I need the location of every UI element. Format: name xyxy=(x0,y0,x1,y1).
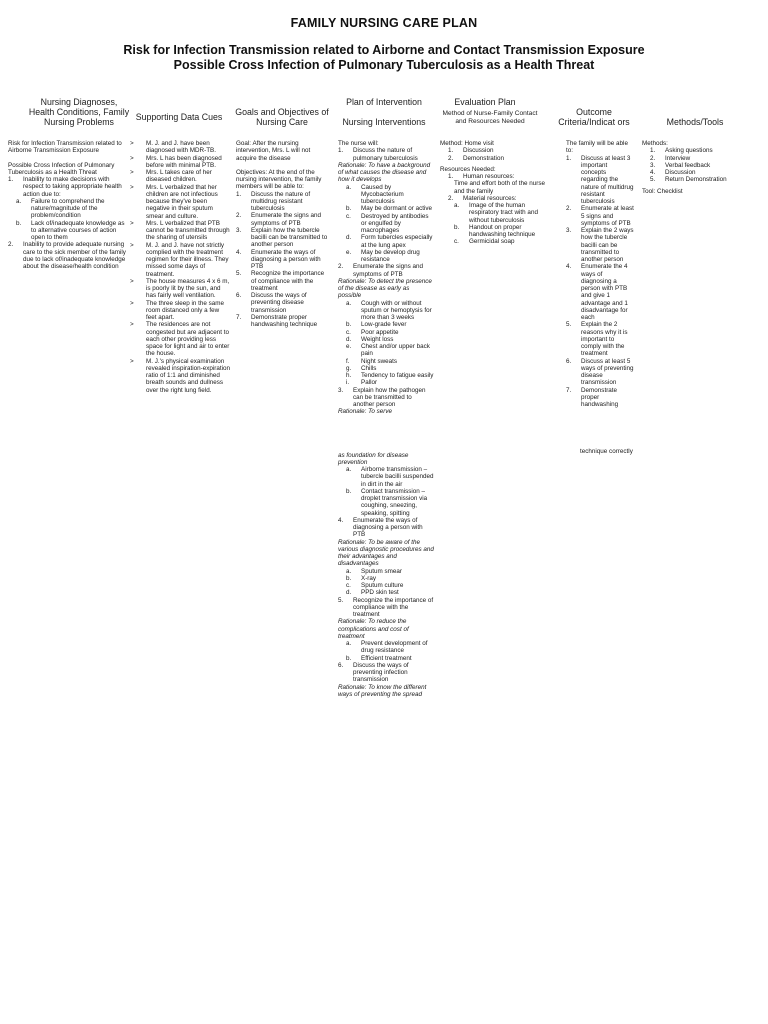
list-item: b. Efficient treatment xyxy=(346,654,412,662)
list-item: 5. Return Demonstration xyxy=(650,176,727,184)
list-item: a. Airborne transmission – tubercle bacilli suspended in dirt in the air xyxy=(346,466,434,488)
data-cue-item: > Mrs. L takes care of her diseased children. xyxy=(130,169,212,184)
header-supporting-data-cues: Supporting Data Cues xyxy=(135,112,223,122)
list-item: b. Low-grade fever xyxy=(346,321,407,329)
outcome-item: 5. Explain the 2 reasons why it is important to comply with the treatment xyxy=(566,321,628,358)
list-item: a. Caused by Mycobacterium tuberculosis xyxy=(346,183,404,205)
list-item: 4. Discussion xyxy=(650,169,696,176)
outcome-intro: The family will be able to: xyxy=(566,140,628,155)
header-evaluation-plan: Evaluation Plan xyxy=(454,97,516,107)
intervention-item: 4. Enumerate the ways of diagnosing a person with PTB xyxy=(338,516,423,539)
outcome-item: 6. Discuss at least 5 ways of preventing disease transmission xyxy=(566,357,634,387)
list-item: a. Sputum smear xyxy=(346,567,402,575)
list-item: 1. Inability to make decisions with respect to taking appropriate health action due to: xyxy=(8,176,122,198)
subtitle-line-2: Possible Cross Infection of Pulmonary Tuberculosis as a Health Threat xyxy=(173,58,595,72)
list-item: 1. Asking questions xyxy=(650,147,713,155)
resource-detail: Time and effort both of the nurse and the family xyxy=(454,180,546,195)
objective-item: 6. Discuss the ways of preventing disease transmission xyxy=(236,292,307,314)
objective-item: 7. Demonstrate proper handwashing technique xyxy=(236,313,318,328)
list-item: e. Chest and/or upper back pain xyxy=(346,343,430,358)
list-item: a. Cough with or without sputum or hemoptysis for more than 3 weeks xyxy=(346,299,432,321)
objective-item: 2. Enumerate the signs and symptoms of PTB xyxy=(236,212,322,227)
intervention-item: 5. Recognize the importance of compliance with the treatment xyxy=(338,596,434,618)
interventions-intro: The nurse will: xyxy=(338,140,379,147)
list-item: a. Image of the human respiratory tract with and without tuberculosis xyxy=(454,202,538,224)
column-nursing-interventions xyxy=(338,140,434,698)
list-item: c. Poor appetite xyxy=(346,328,399,336)
list-item: a. Failure to comprehend the nature/magnitude of the problem/condition xyxy=(16,197,105,220)
header-nursing-diagnoses: Nursing Diagnoses, Health Conditions, Family Nursing Problems xyxy=(28,97,130,127)
diagnosis-health-threat: Possible Cross Infection of Pulmonary Tuberculosis as a Health Threat xyxy=(8,161,115,176)
intervention-item: 3. Explain how the pathogen can be transmitted to another person xyxy=(338,386,426,408)
header-plan-of-intervention: Plan of Intervention xyxy=(346,97,422,107)
column-nursing-diagnoses xyxy=(8,140,126,270)
data-cue-item: > M. J. and J. have been diagnosed with MDR-TB. xyxy=(130,140,216,155)
document-title: FAMILY NURSING CARE PLAN xyxy=(290,16,478,30)
intervention-item: 2. Enumerate the signs and symptoms of PTB xyxy=(338,263,424,278)
objective-item: 4. Enumerate the ways of diagnosing a person with PTB xyxy=(236,248,321,270)
header-outcome-criteria: Outcome Criteria/Indicat ors xyxy=(558,107,630,127)
list-item: e. May be develop drug resistance xyxy=(346,248,420,263)
method-label: Method: Home visit xyxy=(440,140,494,147)
document-subtitle xyxy=(0,43,768,73)
data-cue-item: > M. J.'s physical examination revealed inspiration-expiration ratio of 1:1 and diminished breath sounds and dullness over the right lung field. xyxy=(130,357,231,394)
list-item: g. Chills xyxy=(346,364,377,372)
list-item: d. Weight loss xyxy=(346,335,394,343)
list-item: b. Contact transmission – droplet transmission via coughing, sneezing, speaking, spitting xyxy=(346,487,428,517)
rationale-text: Rationale: To reduce the complications and cost of treatment xyxy=(338,618,409,640)
list-item: b. Handout on proper handwashing technique xyxy=(454,223,536,238)
outcome-item: 3. Explain the 2 ways how the tubercle bacilli can be transmitted to another person xyxy=(566,227,634,263)
rationale-text: Rationale: To have a background of what causes the disease and how it develops xyxy=(338,161,431,184)
methods-label: Methods: xyxy=(642,140,668,147)
rationale-text: Rationale: To know the different ways of preventing the spread xyxy=(338,683,427,698)
rationale-text: Rationale: To be aware of the various diagnostic procedures and their advantages and disadvantages xyxy=(338,538,434,568)
rationale-text: Rationale: To serve xyxy=(338,408,393,416)
objective-item: 1. Discuss the nature of multidrug resistant tuberculosis xyxy=(236,190,311,212)
list-item: d. Form tubercles especially at the lung apex xyxy=(346,234,433,249)
list-item: c. Sputum culture xyxy=(346,582,404,589)
objective-item: 5. Recognize the importance of compliance with the treatment xyxy=(236,270,325,292)
column-supporting-data-cues xyxy=(130,140,230,394)
data-cue-item: > The house measures 4 x 6 m, is poorly lit by the sun, and has fairly well ventilation. xyxy=(130,277,230,300)
tool-label: Tool: Checklist xyxy=(642,187,683,195)
header-goals-objectives: Goals and Objectives of Nursing Care xyxy=(235,107,329,127)
list-item: 2. Material resources: xyxy=(448,194,517,202)
intervention-item: 1. Discuss the nature of pulmonary tuberculosis xyxy=(338,147,418,162)
objective-item: 3. Explain how the tubercle bacilli can be transmitted to another person xyxy=(236,226,328,249)
outcome-continuation: technique correctly xyxy=(580,448,633,456)
list-item: 2. Inability to provide adequate nursing care to the sick member of the family due to lack of/inadequate knowledge about the disease/health condition xyxy=(8,241,126,270)
list-item: h. Tendency to fatigue easily xyxy=(346,372,434,379)
subtitle-line-1: Risk for Infection Transmission related to Airborne and Contact Transmission Exposure xyxy=(123,43,645,57)
intervention-item: 6. Discuss the ways of preventing infection transmission xyxy=(338,661,409,684)
list-item: a. Prevent development of drug resistance xyxy=(346,640,428,655)
header-nursing-interventions: Nursing Interventions xyxy=(342,117,426,127)
data-cue-item: > Mrs. L verbalized that PTB cannot be transmitted through the sharing of utensils xyxy=(130,219,230,242)
list-item: c. Germicidal soap xyxy=(454,238,515,246)
list-item: b. Lack of/inadequate knowledge as to alternative courses of action open to them xyxy=(16,219,125,241)
objectives-intro: Objectives: At the end of the nursing intervention, the family members will be able to: xyxy=(236,168,322,191)
outcome-item: 4. Enumerate the 4 ways of diagnosing a person with PTB and give 1 advantage and 1 disadvantage for each xyxy=(566,263,628,321)
data-cue-item: > Mrs. L has been diagnosed before with minimal PTB. xyxy=(130,154,222,169)
column-method-resources xyxy=(440,140,554,246)
outcome-item: 1. Discuss at least 3 important concepts regarding the nature of multidrug resistant tuberculosis xyxy=(566,154,634,205)
rationale-text: as foundation for disease prevention xyxy=(338,451,409,466)
header-methods-tools: Methods/Tools xyxy=(666,117,724,127)
data-cue-item: > The three sleep in the same room distanced only a few feet apart. xyxy=(130,299,225,321)
goal-statement: Goal: After the nursing intervention, Mrs. L will not acquire the disease xyxy=(236,140,311,162)
list-item: 3. Verbal feedback xyxy=(650,161,711,169)
data-cue-item: > The residences are not congested but are adjacent to each other providing less space for light and air to enter the house. xyxy=(130,321,230,358)
header-method-of-contact: Method of Nurse-Family Contact and Resources Needed xyxy=(442,110,538,125)
list-item: f. Night sweats xyxy=(346,357,398,365)
list-item: 2. Demonstration xyxy=(448,154,504,162)
list-item: 1. Human resources: xyxy=(448,173,515,180)
list-item: c. Destroyed by antibodies or engulfed by macrophages xyxy=(346,212,429,234)
diagnosis-primary: Risk for Infection Transmission related to Airborne Transmission Exposure xyxy=(8,140,122,155)
resources-label: Resources Needed: xyxy=(440,165,496,173)
data-cue-item: > M. J. and J. have not strictly complied with the treatment regimen for their illness. They missed some days of treatment. xyxy=(130,241,229,278)
data-cue-item: > Mrs. L verbalized that her children are not infectious because they've been negative in their sputum smear and culture. xyxy=(130,183,218,220)
column-goals-objectives xyxy=(236,140,330,328)
list-item: 1. Discussion xyxy=(448,147,494,155)
column-methods-tools xyxy=(642,140,760,195)
list-item: i. Pallor xyxy=(346,379,378,387)
column-outcome-criteria xyxy=(566,140,634,456)
list-item: b. May be dormant or active xyxy=(346,205,433,213)
outcome-item: 7. Demonstrate proper handwashing xyxy=(566,386,619,408)
list-item: d. PPD skin test xyxy=(346,589,399,597)
list-item: 2. Interview xyxy=(650,154,691,162)
rationale-text: Rationale: To detect the presence of the disease as early as possible xyxy=(338,277,432,300)
list-item: b. X-ray xyxy=(346,574,377,582)
outcome-item: 2. Enumerate at least 5 signs and symptoms of PTB xyxy=(566,205,634,227)
